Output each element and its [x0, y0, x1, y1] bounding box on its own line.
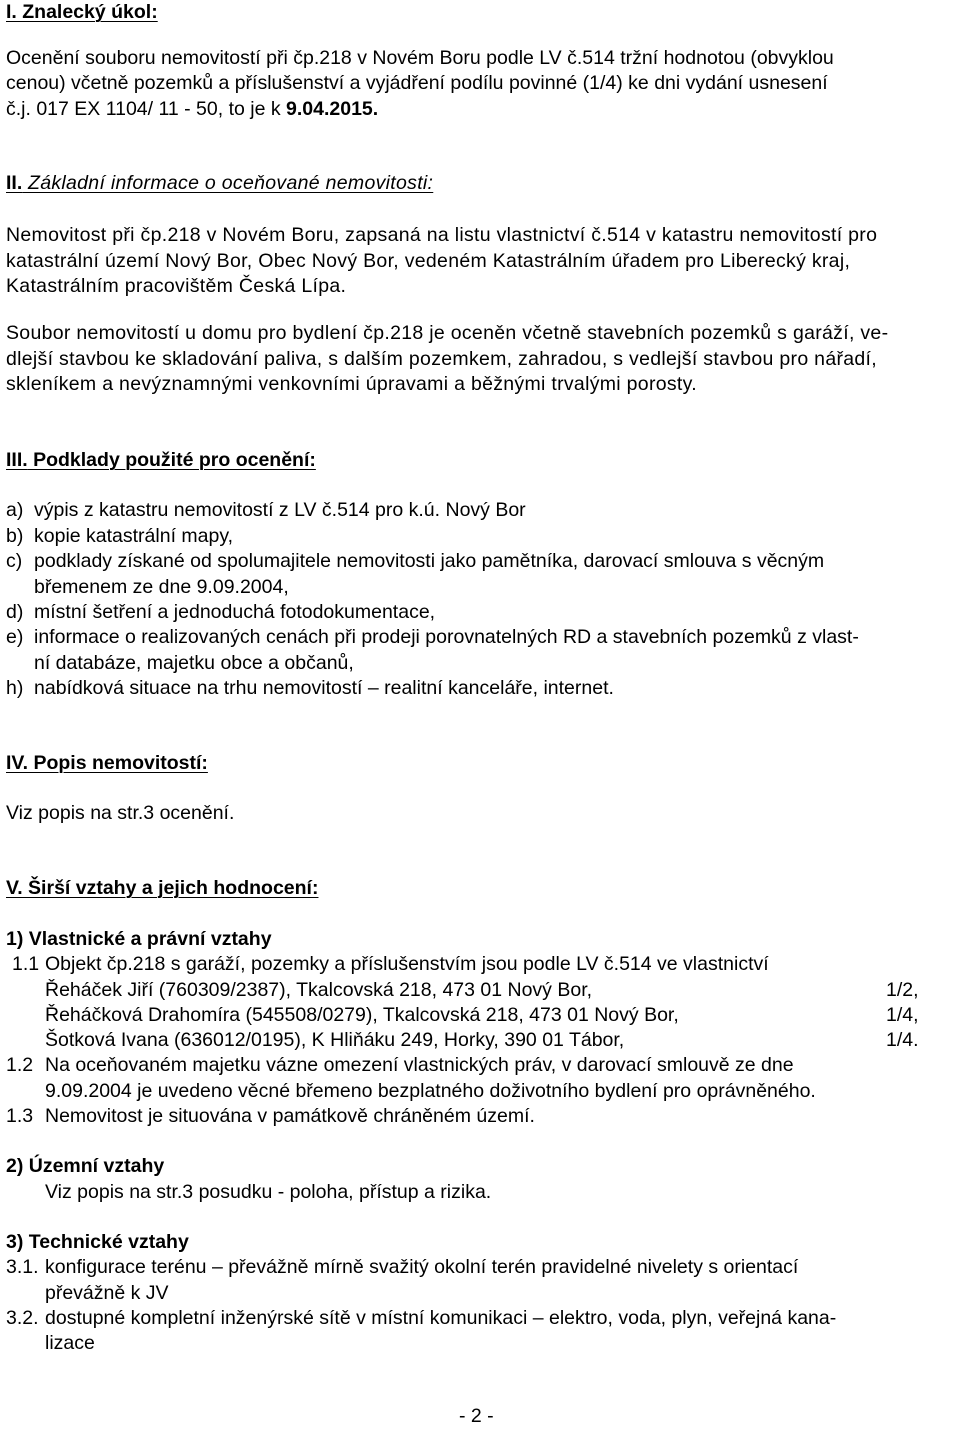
- list-item: [6, 600, 435, 625]
- owner-share: 1/4,: [886, 1004, 919, 1026]
- list-item-label: d): [6, 601, 24, 623]
- list-item: [6, 676, 614, 701]
- subsection-3-title: 3) Technické vztahy: [6, 1231, 189, 1253]
- section-2-heading: [6, 171, 433, 196]
- list-item: [6, 625, 859, 650]
- section-1-heading: I. Znalecký úkol:: [6, 1, 158, 23]
- owner-share: 1/2,: [886, 979, 919, 1001]
- list-item: [6, 549, 824, 574]
- section-1-line-3: [6, 97, 378, 122]
- list-item-text: informace o realizovaných cenách při prodeji porovnatelných RD a stavebních pozemků z vlast-: [34, 626, 859, 648]
- list-item-text: kopie katastrální mapy,: [34, 525, 234, 547]
- subsection-2-text: Viz popis na str.3 posudku - poloha, přístup a rizika.: [45, 1181, 492, 1203]
- section-1-line-2: cenou) včetně pozemků a příslušenství a vyjádření podílu povinné (1/4) ke dni vydání usnesení: [6, 72, 828, 94]
- list-item-label: a): [6, 499, 24, 521]
- item-1-2-number: 1.2: [6, 1054, 34, 1076]
- subsection-2-title: 2) Územní vztahy: [6, 1155, 165, 1177]
- item-1-3-number: 1.3: [6, 1105, 34, 1127]
- list-item-label: c): [6, 550, 23, 572]
- item-3-2-number: 3.2.: [6, 1307, 39, 1329]
- section-1-line-1: Ocenění souboru nemovitostí při čp.218 v Novém Boru podle LV č.514 tržní hodnotou (obvyklou: [6, 47, 834, 69]
- page-number: - 2 -: [459, 1405, 494, 1427]
- owner-name: Řeháčková Drahomíra (545508/0279), Tkalcovská 218, 473 01 Nový Bor,: [45, 1004, 679, 1026]
- section-4-text: Viz popis na str.3 ocenění.: [6, 802, 235, 824]
- item-1-1-number: 1.1: [12, 953, 40, 975]
- list-item-continuation: břemenem ze dne 9.09.2004,: [34, 576, 289, 598]
- section-2-p2-line-2: dlejší stavbou ke skladování paliva, s dalším pozemkem, zahradou, s vedlejší stavbou pro nářadí,: [6, 348, 877, 370]
- owner-share: 1/4.: [886, 1029, 919, 1051]
- list-item-text: nabídková situace na trhu nemovitostí – realitní kanceláře, internet.: [34, 677, 614, 699]
- list-item-text: podklady získané od spolumajitele nemovitosti jako pamětníka, darovací smlouva s věcným: [34, 550, 825, 572]
- owner-name: Řeháček Jiří (760309/2387), Tkalcovská 218, 473 01 Nový Bor,: [45, 979, 593, 1001]
- section-4-heading: IV. Popis nemovitostí:: [6, 752, 208, 774]
- section-3-heading: [6, 448, 316, 473]
- section-2-p2-line-3: skleníkem a nevýznamnými venkovními úpravami a běžnými trvalými porosty.: [6, 373, 697, 395]
- item-3-2-continuation: lizace: [45, 1332, 95, 1354]
- section-3-title: Podklady použité pro ocenění:: [27, 449, 316, 471]
- item-3-1-text: konfigurace terénu – převážně mírně svažitý okolní terén pravidelné nivelety s orientací: [45, 1256, 799, 1278]
- section-1-line-3-text: č.j. 017 EX 1104/ 11 - 50, to je k: [6, 98, 287, 120]
- list-item-label: h): [6, 677, 24, 699]
- section-2-title: Základní informace o oceňované nemovitosti:: [22, 172, 434, 194]
- valuation-date: 9.04.2015.: [286, 98, 379, 120]
- item-1-1-text: Objekt čp.218 s garáží, pozemky a příslušenstvím jsou podle LV č.514 ve vlastnictví: [45, 953, 769, 975]
- list-item: [6, 524, 233, 549]
- list-item: [6, 498, 526, 523]
- item-1-2-continuation: 9.09.2004 je uvedeno věcné břemeno bezplatného doživotního bydlení pro oprávněného.: [45, 1080, 816, 1102]
- section-2-p1-line-1: Nemovitost při čp.218 v Novém Boru, zapsaná na listu vlastnictví č.514 v katastru nemovitostí pro: [6, 224, 878, 246]
- list-item-text: výpis z katastru nemovitostí z LV č.514 pro k.ú. Nový Bor: [34, 499, 526, 521]
- item-1-2-text: Na oceňovaném majetku vázne omezení vlastnických práv, v darovací smlouvě ze dne: [45, 1054, 794, 1076]
- list-item-text: místní šetření a jednoduchá fotodokumentace,: [34, 601, 436, 623]
- owner-name: Šotková Ivana (636012/0195), K Hliňáku 249, Horky, 390 01 Tábor,: [45, 1029, 625, 1051]
- list-item-label: e): [6, 626, 24, 648]
- item-3-1-continuation: převážně k JV: [45, 1282, 169, 1304]
- section-2-p2-line-1: Soubor nemovitostí u domu pro bydlení čp.218 je oceněn včetně stavebních pozemků s garáží, ve-: [6, 322, 889, 344]
- item-1-3-text: Nemovitost je situována v památkově chráněném území.: [45, 1105, 535, 1127]
- section-2-number: II.: [6, 172, 23, 194]
- section-2-p1-line-2: katastrální území Nový Bor, Obec Nový Bor, vedeném Katastrálním úřadem pro Liberecký kraj,: [6, 250, 851, 272]
- section-2-p1-line-3: Katastrálním pracovištěm Česká Lípa.: [6, 275, 347, 297]
- list-item-label: b): [6, 525, 24, 547]
- list-item-continuation: ní databáze, majetku obce a občanů,: [34, 652, 354, 674]
- item-3-1-number: 3.1.: [6, 1256, 39, 1278]
- section-5-heading: V. Širší vztahy a jejich hodnocení:: [6, 877, 319, 899]
- section-3-number: III.: [6, 449, 28, 471]
- subsection-1-title: 1) Vlastnické a právní vztahy: [6, 928, 272, 950]
- item-3-2-text: dostupné kompletní inženýrské sítě v místní komunikaci – elektro, voda, plyn, veřejná kana-: [45, 1307, 837, 1329]
